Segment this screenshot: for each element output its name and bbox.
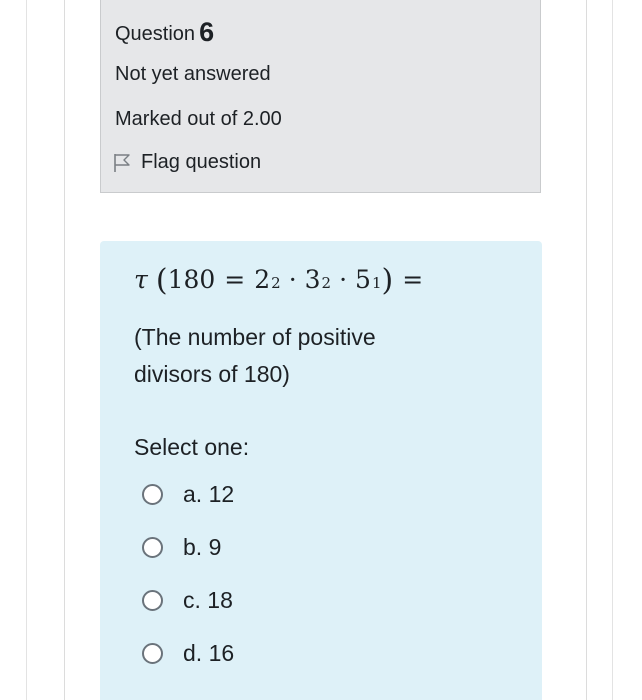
radio-icon[interactable] [142,643,163,664]
formula-equals-2: = [402,265,424,294]
question-formula: τ ( 180 = 2 2 · 3 2 · 5 1 ) = [134,263,424,298]
answer-option-label: b. 9 [183,534,222,560]
formula-function: τ [134,265,148,294]
answer-option-d[interactable] [142,640,234,667]
question-text: (The number of positive divisors of 180) [134,324,376,387]
formula-base-2: 3 [304,265,321,294]
formula-base-1: 2 [254,265,271,294]
answer-option-label: a. 12 [183,481,235,507]
formula-open-paren: ( [155,263,168,298]
answer-option-a[interactable] [142,481,234,508]
formula-number: 180 [167,265,216,294]
page-border-left [26,0,27,700]
flag-question-button[interactable] [113,151,261,174]
flag-question-label: Flag question [141,151,262,173]
answer-option-label: c. 18 [183,587,233,613]
question-content [100,241,542,700]
formula-close-paren: ) [381,263,394,298]
radio-icon[interactable] [142,484,163,505]
question-state: Not yet answered [115,63,271,85]
answer-option-b[interactable] [142,534,221,561]
page-border-right [612,0,613,700]
radio-icon[interactable] [142,537,163,558]
answer-option-label: d. 16 [183,640,235,666]
formula-dot-2: · [339,265,348,294]
formula-base-3: 5 [355,265,371,294]
flag-icon [113,153,131,173]
formula-dot-1: · [288,265,297,294]
formula-equals: = [224,265,246,294]
select-prompt: Select one: [134,434,250,460]
answer-option-c[interactable] [142,587,233,614]
question-grade: Marked out of 2.00 [115,108,282,130]
question-number [115,16,214,47]
radio-icon[interactable] [142,590,163,611]
question-label: Question [115,23,196,45]
question-number-value: 6 [199,17,215,47]
question-info-panel [100,0,541,193]
